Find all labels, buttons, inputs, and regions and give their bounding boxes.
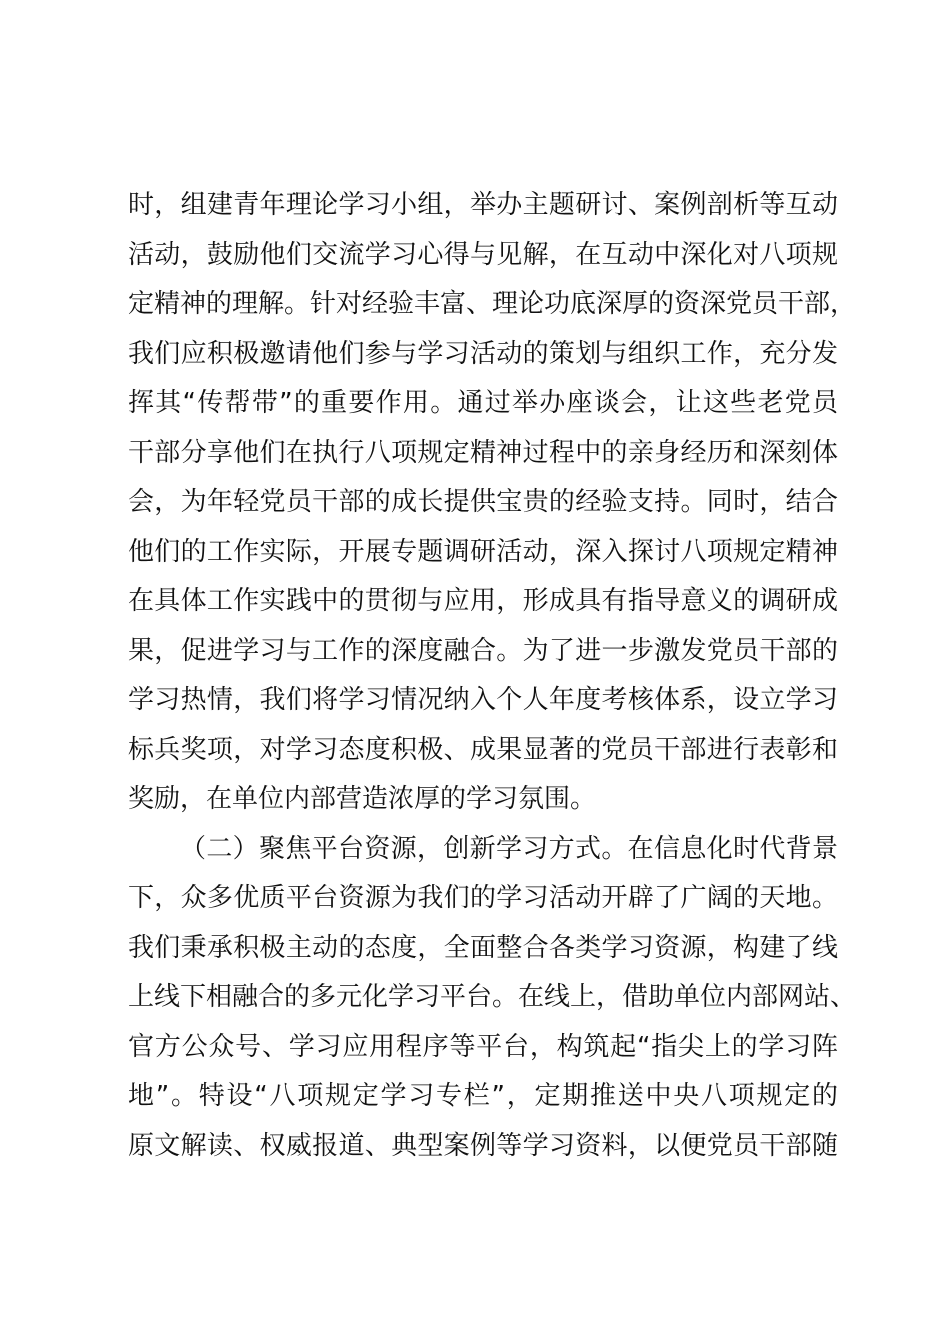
text-line: 标兵奖项，对学习态度积极、成果显著的党员干部进行表彰和	[128, 734, 838, 765]
text-line: 定精神的理解。针对经验丰富、理论功底深厚的资深党员干部，	[128, 289, 857, 319]
text-line: 上线下相融合的多元化学习平台。在线上，借助单位内部网站、	[128, 982, 857, 1012]
text-line: 挥其“传帮带”的重要作用。通过举办座谈会，让这些老党员	[128, 388, 838, 418]
text-line: 活动，鼓励他们交流学习心得与见解，在互动中深化对八项规	[128, 239, 838, 270]
text-line: 会，为年轻党员干部的成长提供宝贵的经验支持。同时，结合	[128, 487, 838, 517]
text-line: 我们应积极邀请他们参与学习活动的策划与组织工作，充分发	[128, 338, 838, 369]
text-line: 原文解读、权威报道、典型案例等学习资料，以便党员干部随	[128, 1130, 838, 1161]
text-line: 我们秉承积极主动的态度，全面整合各类学习资源，构建了线	[128, 932, 838, 963]
text-line: 干部分享他们在执行八项规定精神过程中的亲身经历和深刻体	[128, 437, 838, 468]
text-line: 时，组建青年理论学习小组，举办主题研讨、案例剖析等互动	[128, 190, 838, 220]
text-line: 地”。特设“八项规定学习专栏”，定期推送中央八项规定的	[128, 1081, 838, 1111]
text-line: 学习热情，我们将学习情况纳入个人年度考核体系，设立学习	[128, 685, 838, 715]
text-line: 在具体工作实践中的贯彻与应用，形成具有指导意义的调研成	[128, 586, 838, 616]
text-line: 下，众多优质平台资源为我们的学习活动开辟了广阔的天地。	[128, 883, 838, 913]
text-line: 他们的工作实际，开展专题调研活动，深入探讨八项规定精神	[128, 536, 838, 567]
text-line: 果，促进学习与工作的深度融合。为了进一步激发党员干部的	[128, 635, 838, 666]
body-text	[128, 181, 857, 1171]
text-line: 官方公众号、学习应用程序等平台，构筑起“指尖上的学习阵	[128, 1031, 838, 1062]
text-line: 奖励，在单位内部营造浓厚的学习氛围。	[128, 784, 597, 814]
section-heading-line: （二）聚焦平台资源，创新学习方式。在信息化时代背景	[180, 833, 838, 864]
